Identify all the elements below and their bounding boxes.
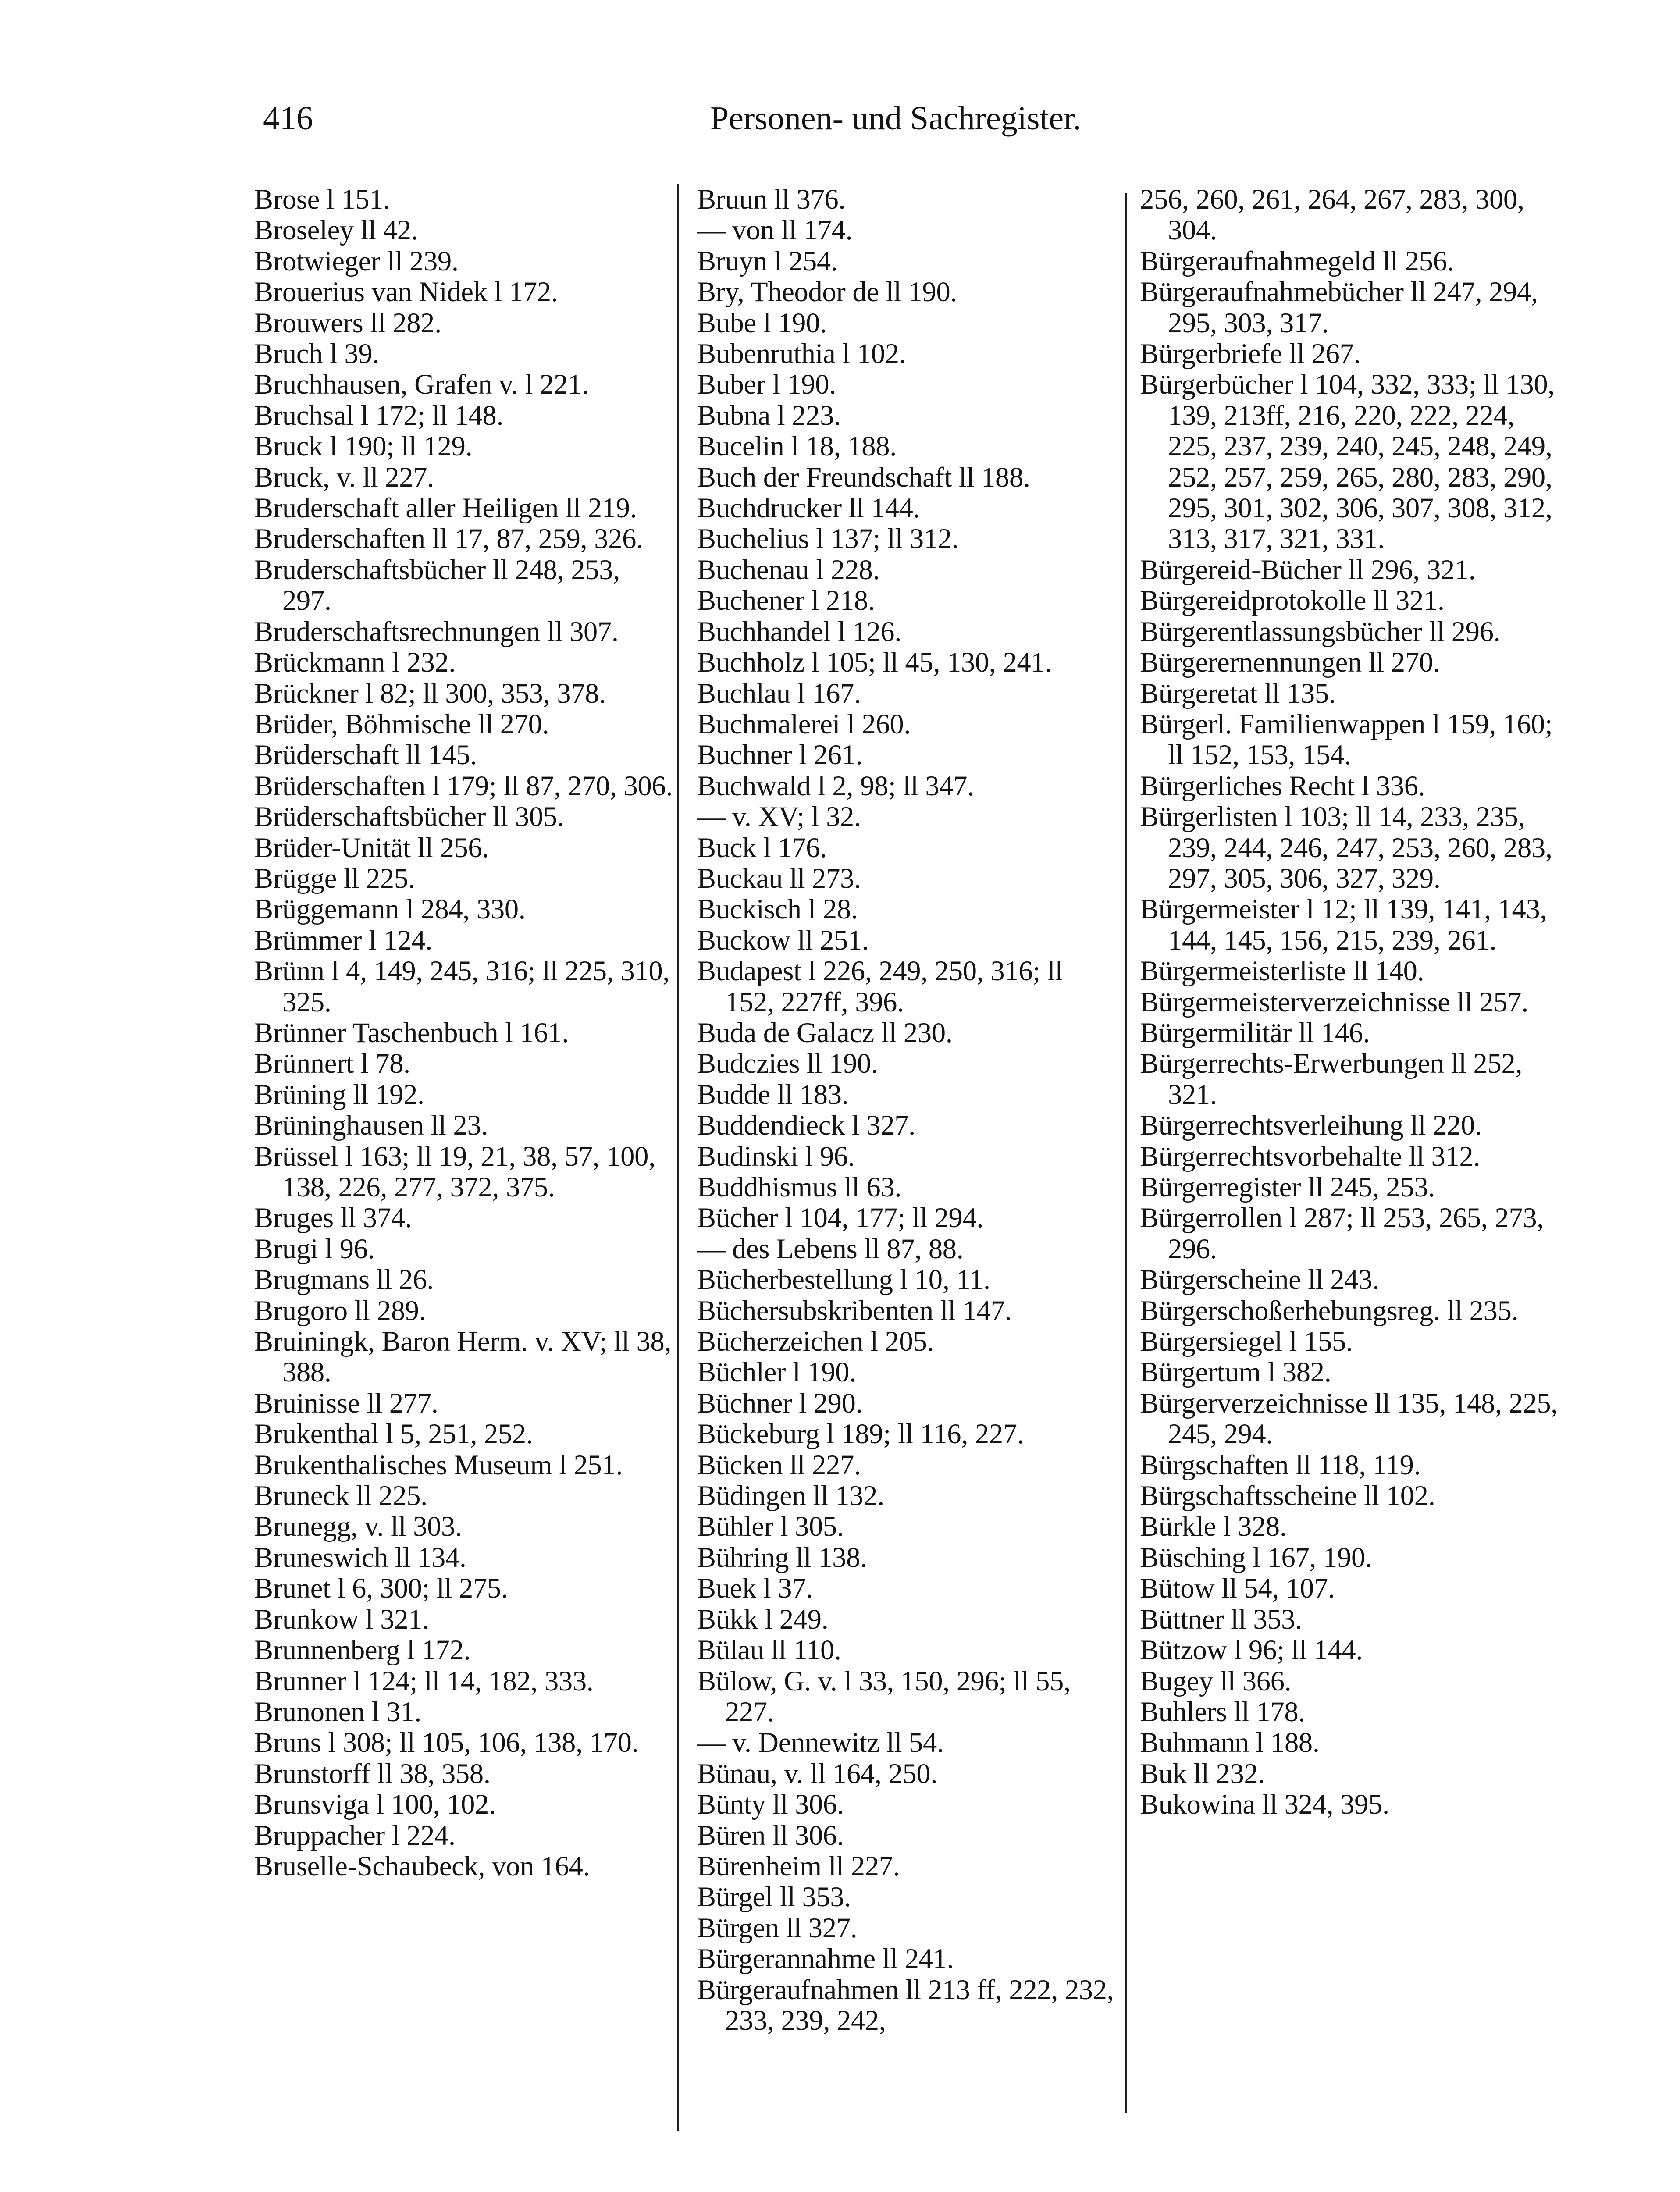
index-entry: Bücher l 104, 177; ll 294. [697, 1202, 984, 1234]
index-entry: Bühring ll 138. [697, 1541, 867, 1573]
index-entry: Bürgermeisterverzeichnisse ll 257. [1140, 986, 1528, 1018]
index-entry: Bucelin l 18, 188. [697, 431, 897, 462]
index-entry: Brunkow l 321. [254, 1603, 429, 1635]
index-entry: Buchmalerei l 260. [697, 708, 911, 740]
index-entry: Buk ll 232. [1140, 1758, 1265, 1789]
index-entry: Bülow, G. v. l 33, 150, 296; ll 55, 227. [697, 1665, 1071, 1727]
index-entry: Brüderschaft ll 145. [254, 739, 477, 771]
index-entry: Bruges ll 374. [254, 1202, 412, 1234]
index-entry: Bürgerentlassungsbücher ll 296. [1140, 616, 1501, 647]
index-entry: Bücken ll 227. [697, 1449, 861, 1480]
index-entry: Brüderschaftsbücher ll 305. [254, 801, 564, 833]
index-entry: Brünn l 4, 149, 245, 316; ll 225, 310, 325. [254, 955, 670, 1018]
index-entry: Büsching l 167, 190. [1140, 1541, 1372, 1573]
index-entry: Bürgersiegel l 155. [1140, 1326, 1353, 1357]
index-entry: Bünau, v. ll 164, 250. [697, 1758, 938, 1789]
index-entry: Büren ll 306. [697, 1819, 844, 1851]
index-entry: — v. Dennewitz ll 54. [697, 1727, 944, 1758]
index-entry: Bürgel ll 353. [697, 1881, 851, 1913]
index-entry: Brüggemann l 284, 330. [254, 893, 526, 925]
index-entry: Buckau ll 273. [697, 862, 861, 894]
index-entry: Bürgen ll 327. [697, 1912, 858, 1943]
index-entry: Budczies ll 190. [697, 1048, 878, 1079]
index-entry: Buek l 37. [697, 1573, 813, 1604]
index-entry: Brotwieger ll 239. [254, 245, 459, 277]
index-entry: Broseley ll 42. [254, 214, 418, 246]
index-entry: Brouwers ll 282. [254, 307, 441, 338]
index-entry: Bürgermeister l 12; ll 139, 141, 143, 144, 145, 156, 215, 239, 261. [1140, 893, 1547, 956]
index-entry: Bürenheim ll 227. [697, 1850, 900, 1882]
index-entry: Bruderschaften ll 17, 87, 259, 326. [254, 523, 643, 555]
index-entry: Buchhandel l 126. [697, 616, 902, 647]
index-entry: Bülau ll 110. [697, 1634, 841, 1666]
index-entry: Bühler l 305. [697, 1511, 844, 1542]
index-entry: Bube l 190. [697, 307, 827, 338]
index-entry: Brunsviga l 100, 102. [254, 1789, 496, 1820]
index-entry: Bürgereidprotokolle ll 321. [1140, 585, 1445, 616]
index-entry: Bruderschaftsbücher ll 248, 253, 297. [254, 554, 620, 616]
index-entry: Brunner l 124; ll 14, 182, 333. [254, 1665, 594, 1697]
index-entry: Bürgertum l 382. [1140, 1356, 1331, 1388]
index-entry: Bürgeraufnahmegeld ll 256. [1140, 245, 1454, 277]
index-entry: Budde ll 183. [697, 1078, 849, 1110]
index-entry: Bruselle-Schaubeck, von 164. [254, 1850, 590, 1882]
index-entry: Brückner l 82; ll 300, 353, 378. [254, 677, 606, 709]
index-entry: Buchner l 261. [697, 739, 863, 771]
index-entry: Buchlau l 167. [697, 677, 861, 709]
index-entry: Bruun ll 376. [697, 184, 846, 215]
index-entry: Brunonen l 31. [254, 1696, 421, 1727]
index-entry: Büttner ll 353. [1140, 1603, 1302, 1635]
column-rule-1 [677, 184, 679, 2131]
index-entry: Bürgerrollen l 287; ll 253, 265, 273, 296. [1140, 1202, 1544, 1264]
index-entry: Bürgerrechts-Erwerbungen ll 252, 321. [1140, 1048, 1523, 1110]
index-entry: Bürgerscheine ll 243. [1140, 1264, 1380, 1295]
index-entry: Bürgerbücher l 104, 332, 333; ll 130, 139, 213ff, 216, 220, 222, 224, 225, 237, 239, 240, 245, 248, 249, 252, 257, 259, 265, 280, 283, 290, 295, 301, 302, 306, 307, 308, 312, 313, 317, 321, 331. [1140, 369, 1555, 555]
index-entry: Bütow ll 54, 107. [1140, 1573, 1335, 1604]
index-entry: Brünnert l 78. [254, 1048, 410, 1079]
index-column-1 [254, 184, 675, 1882]
page-number: 416 [263, 100, 313, 137]
index-entry: Bützow l 96; ll 144. [1140, 1634, 1363, 1666]
index-entry: Buch der Freundschaft ll 188. [697, 461, 1030, 493]
index-entry: Brugmans ll 26. [254, 1264, 434, 1295]
index-entry: Brunnenberg l 172. [254, 1634, 471, 1666]
index-entry: Bruneswich ll 134. [254, 1541, 466, 1573]
index-entry: Bürgerbriefe ll 267. [1140, 338, 1361, 370]
index-entry: — von ll 174. [697, 214, 853, 246]
index-entry: Brukenthalisches Museum l 251. [254, 1449, 623, 1480]
index-entry: Buhmann l 188. [1140, 1727, 1320, 1758]
index-entry: Bruderschaft aller Heiligen ll 219. [254, 492, 637, 524]
index-entry: Brückmann l 232. [254, 647, 456, 678]
index-entry: Brüninghausen ll 23. [254, 1110, 488, 1141]
index-entry: Bruck l 190; ll 129. [254, 431, 473, 462]
index-entry: Büchler l 190. [697, 1356, 857, 1388]
index-entry: Brüder-Unität ll 256. [254, 832, 489, 863]
index-entry: Brügge ll 225. [254, 862, 415, 894]
index-entry: Bürkle l 328. [1140, 1511, 1287, 1542]
index-entry: Bugey ll 366. [1140, 1665, 1292, 1697]
index-entry: Büchner l 290. [697, 1387, 863, 1419]
index-entry: Bückeburg l 189; ll 116, 227. [697, 1418, 1024, 1450]
index-entry: Buchwald l 2, 98; ll 347. [697, 770, 975, 801]
index-entry: Buchdrucker ll 144. [697, 492, 920, 524]
index-column-2 [697, 184, 1118, 2036]
index-entry: Bruneck ll 225. [254, 1480, 427, 1512]
index-entry: Brümmer l 124. [254, 924, 433, 956]
index-entry: Bürgeretat ll 135. [1140, 677, 1336, 709]
index-entry: Bruderschaftsrechnungen ll 307. [254, 616, 619, 647]
column-rule-2 [1125, 193, 1127, 2113]
index-entry: Bürgschaftsscheine ll 102. [1140, 1480, 1435, 1512]
index-entry: Bruck, v. ll 227. [254, 461, 434, 493]
index-entry: Bükk l 249. [697, 1603, 829, 1635]
index-entry: Brugi l 96. [254, 1233, 375, 1264]
index-column-3 [1140, 184, 1561, 1820]
index-entry: Buck l 176. [697, 832, 827, 863]
index-entry: Bürgerrechtsverleihung ll 220. [1140, 1110, 1482, 1141]
index-entry: Bruinisse ll 277. [254, 1387, 438, 1419]
index-entry: Bücherzeichen l 205. [697, 1326, 934, 1357]
index-entry: Bürgeraufnahmen ll 213 ff, 222, 232, 233, 239, 242, [697, 1974, 1114, 2036]
index-entry: Buckisch l 28. [697, 893, 858, 925]
index-entry: Buchenau l 228. [697, 554, 880, 585]
index-entry: Brüssel l 163; ll 19, 21, 38, 57, 100, 138, 226, 277, 372, 375. [254, 1140, 655, 1203]
index-entry: Bürgermilitär ll 146. [1140, 1017, 1370, 1048]
index-entry: Brunstorff ll 38, 358. [254, 1758, 491, 1789]
index-entry: Brouerius van Nidek l 172. [254, 276, 558, 308]
index-entry: Bürgereid-Bücher ll 296, 321. [1140, 554, 1476, 585]
index-entry: Brüder, Böhmische ll 270. [254, 708, 549, 740]
index-entry: Büchersubskribenten ll 147. [697, 1295, 1012, 1326]
index-entry: Brünner Taschenbuch l 161. [254, 1017, 569, 1048]
running-head: Personen- und Sachregister. [710, 100, 1082, 137]
index-entry: Brugoro ll 289. [254, 1295, 426, 1326]
index-entry: — v. XV; l 32. [697, 801, 861, 833]
index-entry: Büdingen ll 132. [697, 1480, 884, 1512]
index-entry: Buchholz l 105; ll 45, 130, 241. [697, 647, 1052, 678]
index-entry: Bubenruthia l 102. [697, 338, 906, 370]
index-entry: Budinski l 96. [697, 1140, 855, 1172]
index-entry: Bruiningk, Baron Herm. v. XV; ll 38, 388. [254, 1326, 672, 1388]
index-entry: Bürgerliches Recht l 336. [1140, 770, 1425, 801]
index-entry: Buhlers ll 178. [1140, 1696, 1306, 1727]
index-entry: Bruyn l 254. [697, 245, 838, 277]
index-entry: — des Lebens ll 87, 88. [697, 1233, 964, 1264]
index-entry: Bruns l 308; ll 105, 106, 138, 170. [254, 1727, 639, 1758]
index-entry: Buddhismus ll 63. [697, 1171, 902, 1203]
index-entry: Bürgerannahme ll 241. [697, 1943, 954, 1975]
index-entry: Bürgerlisten l 103; ll 14, 233, 235, 239, 244, 246, 247, 253, 260, 283, 297, 305, 306, 327, 329. [1140, 801, 1552, 894]
index-entry: Bürgerregister ll 245, 253. [1140, 1171, 1435, 1203]
index-entry: Brukenthal l 5, 251, 252. [254, 1418, 533, 1450]
index-entry: Bukowina ll 324, 395. [1140, 1789, 1389, 1820]
index-entry: Buckow ll 251. [697, 924, 869, 956]
index-entry: Bürgerverzeichnisse ll 135, 148, 225, 245, 294. [1140, 1387, 1558, 1450]
index-entry: Bruppacher l 224. [254, 1819, 456, 1851]
index-entry: Buchelius l 137; ll 312. [697, 523, 959, 555]
index-entry: Buda de Galacz ll 230. [697, 1017, 953, 1048]
index-entry: Bruchhausen, Grafen v. l 221. [254, 369, 589, 400]
index-entry: Buchener l 218. [697, 585, 875, 616]
index-entry: Bürgerl. Familienwappen l 159, 160; ll 152, 153, 154. [1140, 708, 1553, 771]
index-entry: Budapest l 226, 249, 250, 316; ll 152, 227ff, 396. [697, 955, 1063, 1018]
index-entry: Bürgeraufnahmebücher ll 247, 294, 295, 303, 317. [1140, 276, 1538, 338]
index-entry: Bubna l 223. [697, 399, 841, 431]
index-entry: Buber l 190. [697, 369, 836, 400]
index-entry: Buddendieck l 327. [697, 1110, 915, 1141]
index-entry: Bürgerernennungen ll 270. [1140, 647, 1440, 678]
index-entry: Bürgermeisterliste ll 140. [1140, 955, 1424, 987]
index-entry: Bruchsal l 172; ll 148. [254, 399, 504, 431]
index-entry: Bürgerrechtsvorbehalte ll 312. [1140, 1140, 1481, 1172]
index-entry: Bürgschaften ll 118, 119. [1140, 1449, 1421, 1480]
index-entry: Bücherbestellung l 10, 11. [697, 1264, 990, 1295]
index-entry: Bruch l 39. [254, 338, 380, 370]
index-entry: Bürgerschoßerhebungsreg. ll 235. [1140, 1295, 1519, 1326]
index-entry: Brüderschaften l 179; ll 87, 270, 306. [254, 770, 673, 801]
index-entry: Bry, Theodor de ll 190. [697, 276, 957, 308]
index-entry: Brüning ll 192. [254, 1078, 424, 1110]
index-entry: Brunet l 6, 300; ll 275. [254, 1573, 508, 1604]
index-entry: Brunegg, v. ll 303. [254, 1511, 462, 1542]
index-entry: 256, 260, 261, 264, 267, 283, 300, 304. [1140, 184, 1524, 246]
index-entry: Brose l 151. [254, 184, 390, 215]
index-entry: Bünty ll 306. [697, 1789, 844, 1820]
